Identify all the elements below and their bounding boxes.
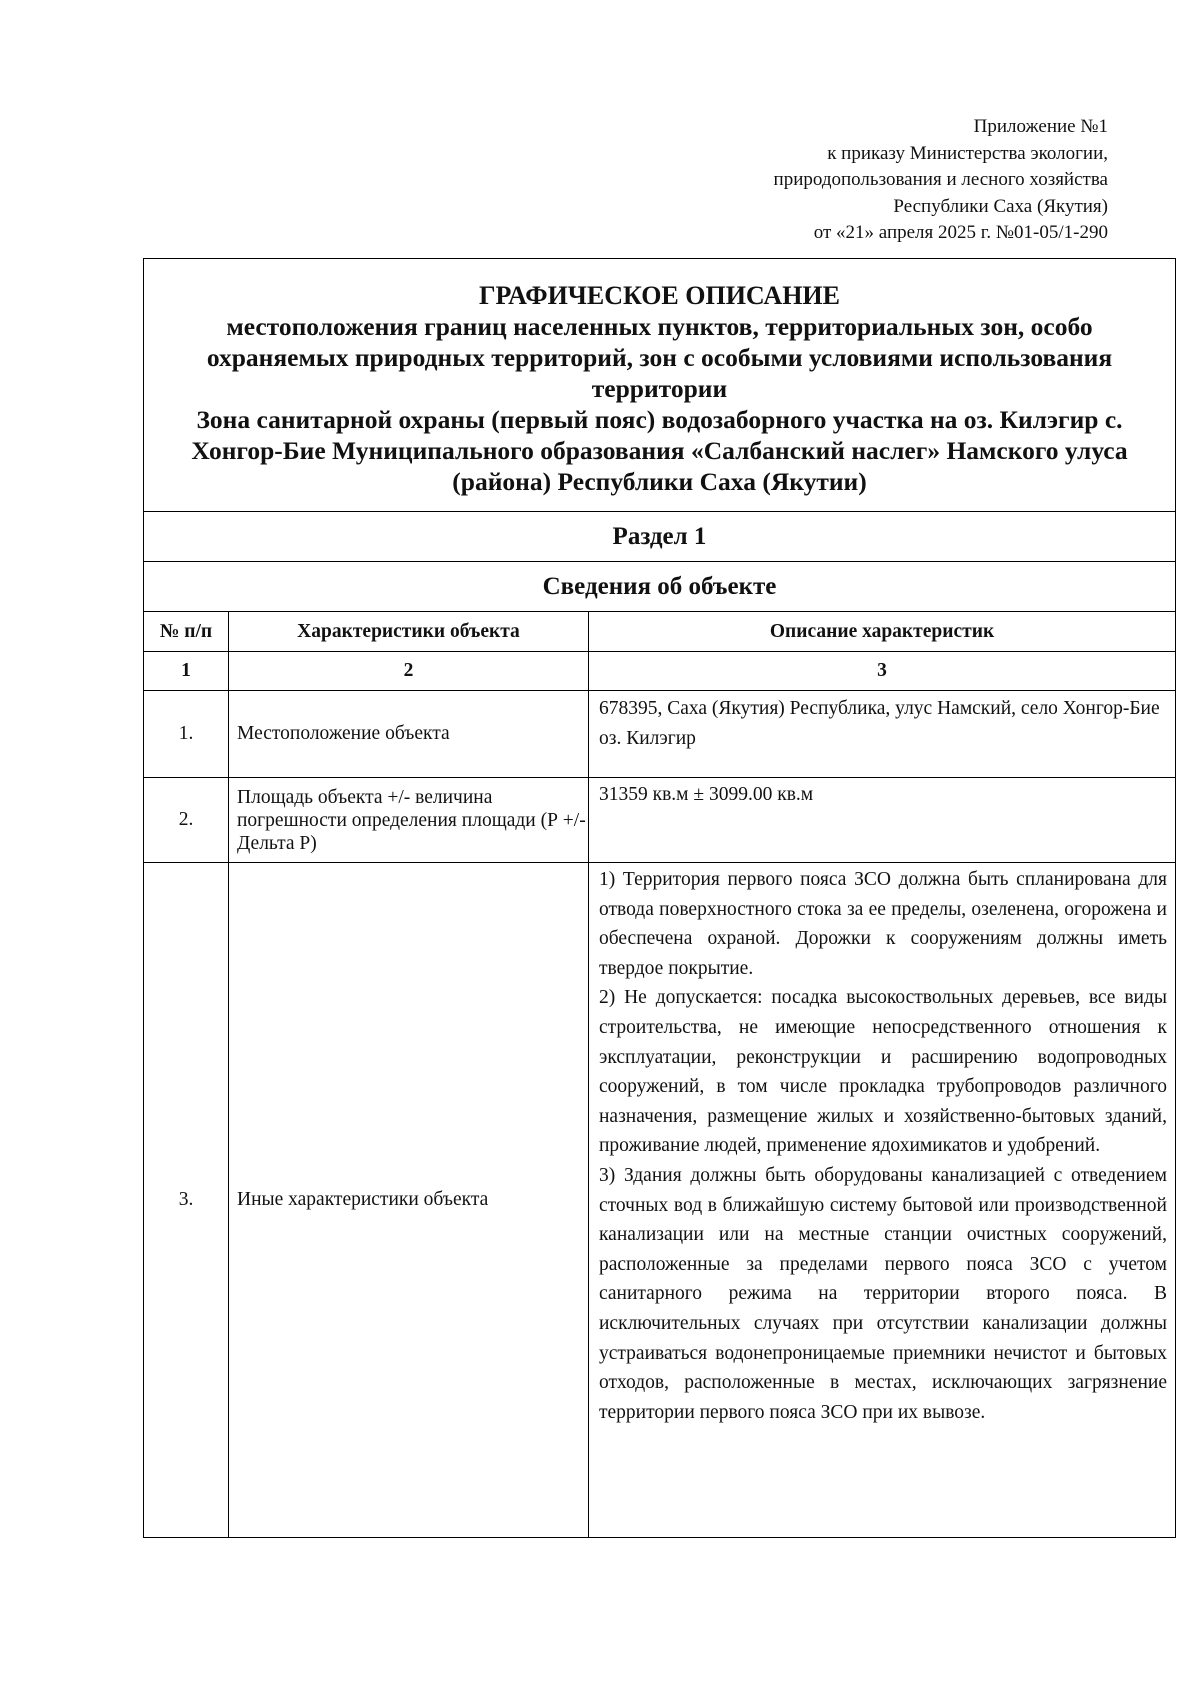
appendix-header [508, 114, 1108, 247]
row-description: 678395, Саха (Якутия) Республика, улус Намский, село Хонгор-Бие оз. Килэгир [589, 691, 1176, 778]
document-heading: ГРАФИЧЕСКОЕ ОПИСАНИЕ [479, 280, 840, 310]
row-number: 2. [144, 778, 229, 863]
row-description: 31359 кв.м ± 3099.00 кв.м [589, 778, 1176, 863]
appendix-line: к приказу Министерства экологии, [827, 142, 1108, 164]
header-number: № п/п [144, 612, 229, 652]
header-characteristics: Характеристики объекта [229, 612, 589, 652]
row-characteristic: Иные характеристики объекта [229, 863, 589, 1538]
appendix-line: Республики Саха (Якутия) [893, 195, 1108, 217]
appendix-line: от «21» апреля 2025 г. №01-05/1-290 [813, 222, 1108, 243]
row-number: 3. [144, 863, 229, 1538]
row-characteristic: Местоположение объекта [229, 691, 589, 778]
row-characteristic: Площадь объекта +/- величина погрешности определения площади (Р +/- Дельта Р) [229, 778, 589, 863]
section-name: Сведения об объекте [144, 562, 1176, 612]
description-paragraph: 1) Территория первого пояса ЗСО должна быть спланирована для отвода поверхностного стока за ее пределы, озеленена, огорожена и обеспечена охраной. Дорожки к сооружениям должны иметь твердое покрытие. [599, 869, 1167, 979]
document-subtitle: местоположения границ населенных пунктов, территориальных зон, особо охраняемых природных территорий, зон с особыми условиями использования территории [206, 311, 1113, 403]
section-label: Раздел 1 [144, 512, 1176, 562]
description-paragraph: 3) Здания должны быть оборудованы канализацией с отведением сточных вод в ближайшую систему бытовой или производственной канализации или на местные станции очистных сооружений, расположенные за пределами первого пояса ЗСО с учетом санитарного режима на территории второго пояса. В исключительных случаях при отсутствии канализации должны устраиваться водонепроницаемые приемники нечистот и бытовых отходов, расположенные в местах, исключающих загрязнение территории первого пояса ЗСО при их вывозе. [599, 1164, 1167, 1423]
column-number: 1 [144, 652, 229, 691]
row-description [589, 863, 1176, 1538]
object-info-table [143, 258, 1176, 1538]
table-row [144, 691, 1176, 778]
table-row [144, 778, 1176, 863]
column-number: 2 [229, 652, 589, 691]
header-description: Описание характеристик [589, 612, 1176, 652]
table-row [144, 863, 1176, 1538]
appendix-line: природопользования и лесного хозяйства [773, 169, 1108, 190]
row-number: 1. [144, 691, 229, 778]
document-object-name: Зона санитарной охраны (первый пояс) водозаборного участка на оз. Килэгир с. Хонгор-Бие Муниципального образования «Салбанский наслег» Намского улуса (района) Республики Саха (Якутии) [191, 404, 1128, 496]
column-number: 3 [589, 652, 1176, 691]
description-paragraph: 2) Не допускается: посадка высокоствольных деревьев, все виды строительства, не имеющие непосредственного отношения к эксплуатации, реконструкции и расширению водопроводных сооружений, в том числе прокладка трубопроводов различного назначения, размещение жилых и хозяйственно-бытовых зданий, проживание людей, применение ядохимикатов и удобрений. [599, 987, 1167, 1157]
appendix-line: Приложение №1 [973, 116, 1108, 137]
document-title-block [144, 259, 1176, 512]
